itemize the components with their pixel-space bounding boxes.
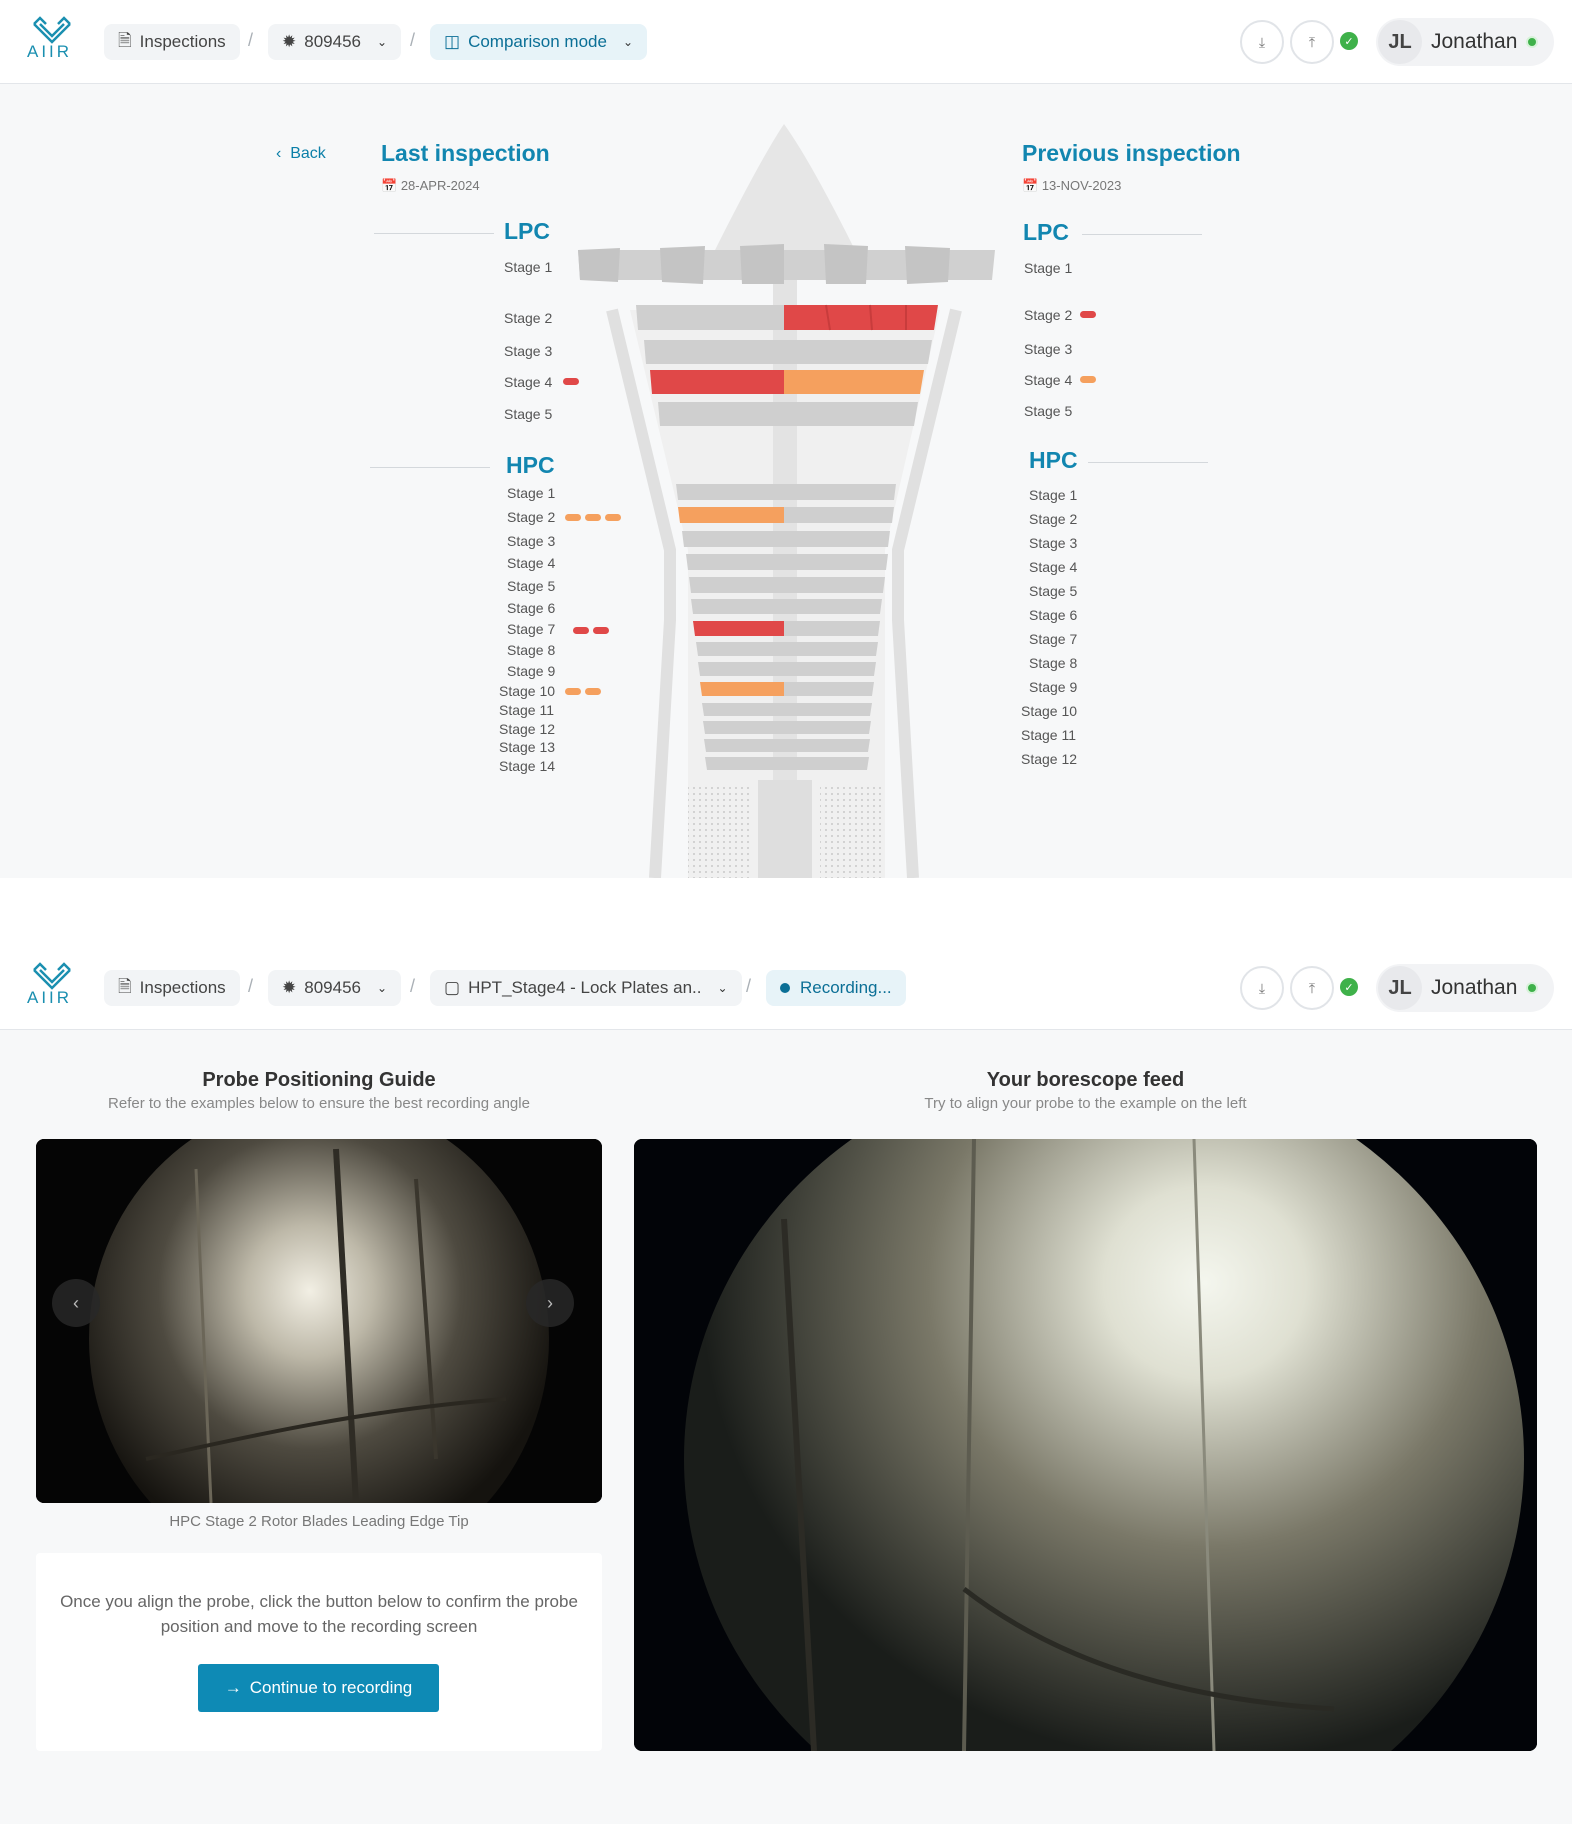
chevron-left-icon: ‹ xyxy=(73,1292,79,1313)
previous-lpc-stage-2[interactable]: Stage 2 xyxy=(1024,307,1073,323)
sync-ok-icon: ✓ xyxy=(1340,32,1358,50)
breadcrumb-engine-label: 809456 xyxy=(304,978,361,997)
last-lpc-stage-5[interactable]: Stage 5 xyxy=(504,406,553,422)
last-hpc-stage-6[interactable]: Stage 6 xyxy=(507,600,556,616)
finding-marker[interactable] xyxy=(563,378,579,385)
breadcrumb-video[interactable] xyxy=(430,970,742,1006)
continue-to-recording-label: Continue to recording xyxy=(249,1678,413,1697)
back-label: Back xyxy=(290,145,326,162)
breadcrumb-inspections[interactable] xyxy=(104,970,240,1006)
feed-title: Your borescope feed xyxy=(986,1069,1185,1091)
top-bar xyxy=(0,946,1572,1030)
finding-marker[interactable] xyxy=(585,514,601,521)
previous-hpc-stage-7[interactable]: Stage 7 xyxy=(1029,631,1078,647)
guide-caption: HPC Stage 2 Rotor Blades Leading Edge Tip xyxy=(169,1513,469,1530)
last-hpc-stage-3[interactable]: Stage 3 xyxy=(507,533,556,549)
last-hpc-title: HPC xyxy=(506,452,555,478)
last-lpc-title: LPC xyxy=(504,218,550,244)
user-menu[interactable] xyxy=(1376,18,1554,66)
chevron-left-icon: ‹ xyxy=(276,145,291,162)
breadcrumb-recording-status xyxy=(766,970,906,1006)
previous-hpc-stage-3[interactable]: Stage 3 xyxy=(1029,535,1078,551)
last-hpc-stage-12[interactable]: Stage 12 xyxy=(499,721,556,737)
lpc-stage-3-blades xyxy=(644,340,932,364)
divider-line xyxy=(1088,462,1208,463)
breadcrumb-inspections-label: Inspections xyxy=(139,978,226,997)
download-button[interactable] xyxy=(1240,20,1284,64)
breadcrumb-video-label: HPT_Stage4 - Lock Plates an.. xyxy=(468,978,702,997)
finding-marker[interactable] xyxy=(565,514,581,521)
columns-icon: ◫ xyxy=(444,32,461,51)
previous-lpc-stage-3[interactable]: Stage 3 xyxy=(1024,341,1073,357)
breadcrumb-separator: / xyxy=(248,30,254,50)
previous-hpc-stage-5[interactable]: Stage 5 xyxy=(1029,583,1078,599)
upload-button[interactable] xyxy=(1290,20,1334,64)
finding-marker[interactable] xyxy=(1080,311,1096,318)
engine-diagram xyxy=(560,120,1010,878)
finding-marker[interactable] xyxy=(585,688,601,695)
breadcrumb-mode[interactable] xyxy=(430,24,647,60)
finding-marker[interactable] xyxy=(565,688,581,695)
arrow-right-icon: → xyxy=(224,1678,242,1697)
breadcrumb-engine[interactable] xyxy=(268,970,401,1006)
engine-icon: ✹ xyxy=(282,978,297,997)
previous-lpc-stage-5[interactable]: Stage 5 xyxy=(1024,403,1073,419)
document-icon: 🗎 xyxy=(118,30,132,50)
download-icon: ⤓ xyxy=(1258,979,1266,996)
live-feed-picture xyxy=(634,1139,1537,1751)
engine-icon: ✹ xyxy=(282,32,297,51)
download-icon: ⤓ xyxy=(1258,33,1266,50)
divider-line xyxy=(370,467,490,468)
lpc-stage-5-blades xyxy=(658,402,918,426)
last-hpc-stage-4[interactable]: Stage 4 xyxy=(507,555,556,571)
previous-inspection-title: Previous inspection xyxy=(1022,140,1241,166)
last-hpc-stage-14[interactable]: Stage 14 xyxy=(499,758,556,774)
chevron-down-icon: ⌄ xyxy=(717,981,728,995)
finding-marker[interactable] xyxy=(605,514,621,521)
finding-marker[interactable] xyxy=(1080,376,1096,383)
previous-hpc-stage-9[interactable]: Stage 9 xyxy=(1029,679,1078,695)
last-hpc-stage-1[interactable]: Stage 1 xyxy=(507,485,556,501)
last-lpc-stage-2[interactable]: Stage 2 xyxy=(504,310,553,326)
last-hpc-stage-9[interactable]: Stage 9 xyxy=(507,663,556,679)
recording-dot-icon xyxy=(780,983,790,993)
chevron-right-icon: › xyxy=(547,1292,553,1313)
breadcrumb-separator: / xyxy=(410,30,416,50)
avatar: JL xyxy=(1378,966,1422,1010)
previous-inspection-date xyxy=(1022,178,1121,194)
last-lpc-stage-4[interactable]: Stage 4 xyxy=(504,374,553,390)
previous-hpc-stage-10[interactable]: Stage 10 xyxy=(1021,703,1078,719)
calendar-icon: 📅 xyxy=(381,178,401,193)
breadcrumb-separator: / xyxy=(410,976,416,996)
lpc-stage-2-blades xyxy=(636,305,938,330)
previous-hpc-stage-11[interactable]: Stage 11 xyxy=(1021,727,1077,743)
last-hpc-stage-10[interactable]: Stage 10 xyxy=(499,683,556,699)
sync-ok-icon: ✓ xyxy=(1340,978,1358,996)
borescope-live-feed xyxy=(634,1139,1537,1751)
last-inspection-date xyxy=(381,178,480,194)
last-hpc-stage-5[interactable]: Stage 5 xyxy=(507,578,556,594)
download-button[interactable] xyxy=(1240,966,1284,1010)
guide-subtitle: Refer to the examples below to ensure the best recording angle xyxy=(108,1095,530,1112)
logo-text: AIIR xyxy=(27,42,73,61)
divider-line xyxy=(374,233,494,234)
top-bar xyxy=(0,0,1572,84)
previous-hpc-stage-8[interactable]: Stage 8 xyxy=(1029,655,1078,671)
video-camera-icon: ▢ xyxy=(444,978,461,997)
breadcrumb-engine-label: 809456 xyxy=(304,32,361,51)
back-link[interactable] xyxy=(276,145,326,163)
chevron-down-icon: ⌄ xyxy=(622,35,634,49)
calendar-icon: 📅 xyxy=(1022,178,1042,193)
breadcrumb-separator: / xyxy=(248,976,254,996)
previous-hpc-stage-4[interactable]: Stage 4 xyxy=(1029,559,1078,575)
lpc-stage-1-blades xyxy=(578,244,995,284)
core-shaft xyxy=(758,780,812,878)
logo-text: AIIR xyxy=(27,988,73,1007)
guide-example-image xyxy=(36,1139,602,1503)
online-status-icon xyxy=(1526,36,1538,48)
avatar: JL xyxy=(1378,20,1422,64)
previous-hpc-stage-6[interactable]: Stage 6 xyxy=(1029,607,1078,623)
online-status-icon xyxy=(1526,982,1538,994)
last-hpc-stage-7[interactable]: Stage 7 xyxy=(507,621,556,637)
previous-lpc-stage-1[interactable]: Stage 1 xyxy=(1024,260,1073,276)
finding-marker[interactable] xyxy=(593,627,609,634)
divider-line xyxy=(1082,234,1202,235)
chevron-down-icon: ⌄ xyxy=(376,35,388,49)
last-lpc-stage-1[interactable]: Stage 1 xyxy=(504,259,553,275)
user-menu[interactable] xyxy=(1376,964,1554,1012)
upload-button[interactable] xyxy=(1290,966,1334,1010)
previous-lpc-stage-4[interactable]: Stage 4 xyxy=(1024,372,1073,388)
guide-title: Probe Positioning Guide xyxy=(202,1069,436,1091)
previous-inspection-date-value: 13-NOV-2023 xyxy=(1041,178,1122,193)
upload-icon: ⤒ xyxy=(1308,33,1316,50)
user-name: Jonathan xyxy=(1431,30,1518,53)
last-inspection-date-value: 28-APR-2024 xyxy=(400,178,480,193)
breadcrumb-inspections[interactable] xyxy=(104,24,240,60)
next-example-button[interactable] xyxy=(526,1279,574,1327)
guide-borescope-picture xyxy=(36,1139,602,1503)
continue-to-recording-button[interactable] xyxy=(198,1664,439,1712)
last-hpc-stage-11[interactable]: Stage 11 xyxy=(499,702,555,718)
breadcrumb-separator: / xyxy=(746,976,752,996)
last-hpc-stage-8[interactable]: Stage 8 xyxy=(507,642,556,658)
previous-example-button[interactable] xyxy=(52,1279,100,1327)
previous-hpc-stage-1[interactable]: Stage 1 xyxy=(1029,487,1078,503)
last-hpc-stage-2[interactable]: Stage 2 xyxy=(507,509,556,525)
previous-hpc-title: HPC xyxy=(1029,447,1078,473)
upload-icon: ⤒ xyxy=(1308,979,1316,996)
last-lpc-stage-3[interactable]: Stage 3 xyxy=(504,343,553,359)
user-name: Jonathan xyxy=(1431,976,1518,999)
previous-hpc-stage-12[interactable]: Stage 12 xyxy=(1021,751,1078,767)
nose-cone xyxy=(710,124,860,260)
breadcrumb-mode-label: Comparison mode xyxy=(468,32,607,51)
last-hpc-stage-13[interactable]: Stage 13 xyxy=(499,739,556,755)
feed-subtitle: Try to align your probe to the example on the left xyxy=(924,1095,1247,1112)
lpc-stage-4-blades xyxy=(650,370,924,394)
chevron-down-icon: ⌄ xyxy=(376,981,388,995)
recording-status-label: Recording... xyxy=(800,978,892,997)
previous-hpc-stage-2[interactable]: Stage 2 xyxy=(1029,511,1078,527)
breadcrumb-engine[interactable] xyxy=(268,24,401,60)
previous-lpc-title: LPC xyxy=(1023,219,1069,245)
confirm-text: Once you align the probe, click the button below to confirm the probe position and move to the recording screen xyxy=(60,1592,578,1636)
last-inspection-title: Last inspection xyxy=(381,140,550,166)
document-icon: 🗎 xyxy=(118,976,132,996)
finding-marker[interactable] xyxy=(573,627,589,634)
breadcrumb-inspections-label: Inspections xyxy=(139,32,226,51)
confirm-card xyxy=(36,1553,602,1751)
